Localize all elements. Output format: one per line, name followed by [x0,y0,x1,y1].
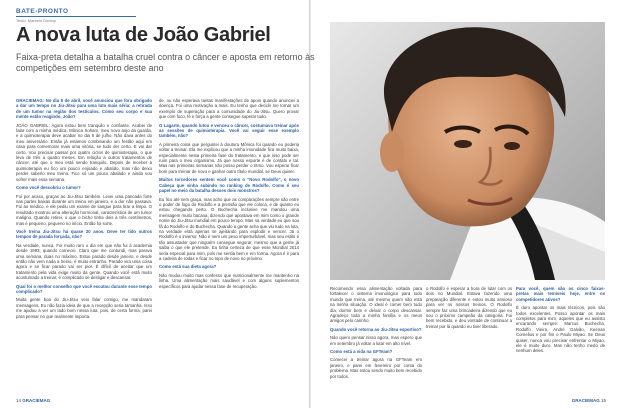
article-subtitle: Faixa-preta detalha a batalha cruel contra o câncer e aposta em retorno às competições em setembro deste ano [16,52,315,73]
text-column-1 [16,98,152,393]
page-folio-left [16,398,50,403]
section-label: BATE-PRONTO [16,8,69,15]
interview-question: Você treina Jiu-Jitsu há quase 20 anos. Deve ter tido outros tempos de parada forçada, não? [16,228,152,240]
interview-answer: Na verdade, nunca. Foi muito raro o dia em que não fui à academia desde 1993, quando comecei. Claro que me contundi, mas parava uma semana, duas no máximo. Estou parado desde janeiro, e desde então não vem nada a treino, é muito estranho. Parado vira uma coisa agora e se ficar parado vai ser pior. É difícil de aceitar que um tratamento pela vida exige muito da gente. Quando você está muito acostumado a treinar, é complicado se desligar e descansar. [16,242,152,281]
section-rule [16,16,136,17]
interview-question: GRACIEMAG: No dia 8 de abril, você anunciou que fora obrigado a dar um tempo no Jiu-Jitsu para uma luta mais séria: a retirada de um tumor na região dos testículos. Como seu corpo e sua mente estão reagindo, João? [16,98,152,120]
interview-answer: A primeira coisa que perguntei à doutora Mônica foi quando eu poderia voltar a treinar. Ela me explicou que a minha imunidade fica muito baixa, especialmente nesta primeira fase do tratamento, e que isso pode ser ruim para o meu organismo. Já que nosso esporte é de contato e tal. Mas nas primeiras semanas não posso perder o ritmo. Vou esperar ficar bom para treinar de novo e ganhar outro título mundial, se Deus quiser. [159,141,299,174]
interview-answer: Foi por acaso, graças ao Jiu-Jitsu também. Levei uma pancada forte nas partes baixas durante um treino em janeiro, e a dor não passava. Fui ao médico, e ele pediu um exame de sangue para tirar a limpo. O resultado mostrou uma alteração hormonal, característica de um tumor maligno. Quando retirei, o que o bicho tinha dois a três centímetros, mas é pequeno, pequeno no início. Então foi sorte. [16,193,152,226]
interview-answer: Comecei a treinar agora na GFTeam em janeiro, e parei em fevereiro por conta do problema. Mas estou sendo muito bem recebido por todos. [330,357,422,379]
interview-question: Qual foi o melhor conselho que você escutou durante esse tempo complicado? [16,283,152,294]
interview-answer: Eu fico até sem graça, mas acho que as comparações sempre são entre o poder de fogo do Rodolfo e a pressão que ele coloca, e de quanto eu estou chegando perto. O Buchecha inclusive me mandou uma mensagem muito bacana, dizendo que apostava em mim como o grande nome do Jiu-Jitsu mundial em pouco tempo. Mas na verdade eu que sou fã do Rodolfo e do Buchecha. Quando a gente acha que viu tudo na luta, na verdade está apenas se ajeitando para explodir e vencer. Já o Rodolfo é o inverso: Não é nem um peso imperturbável, mas seu estilo é tão assustador que ninguém consegue segurar, mesmo que a gente já saiba o que ele pretende. Eu tinha certeza de que esse Mundial 2014 seria especial para mim, pois me sentia bem e em forma. Agora é ir para a cadeira de rodas e ficar no topo de novo no próximo. [159,196,299,261]
text-column-5 [516,286,605,393]
text-column-2 [159,98,299,393]
interview-answer: o Rodolfo e esperar a hora de lutar com os dois no Mundial. Estava fazendo uma preparação diferente e estou muito ansioso para ver os nossos treinos. O Rodolfo sempre faz uma brincadeira dizendo que eu sou o próximo campeão da categoria. Fui bem recebido, e deu vontade de continuar a treinar por lá quando eu tiver liberado. [426,286,512,329]
interview-question: Como você descobriu o tumor? [16,185,81,191]
text-column-4 [426,286,512,393]
text-column-3 [330,286,422,393]
athlete-photo [330,22,605,280]
interview-question: Para você, quem são os cinco faixas-pretas mais temíveis hoje, entre os competidores ativos? [516,286,605,302]
page-number-right: 15 [600,398,606,403]
byline: Texto: Marcelo Dunlop [16,17,56,23]
interview-question: O Lagarto, quando lutou e venceu o câncer, costumava treinar após as sessões de quimioterapia. Você vai seguir esse exemplo também, não? [159,122,299,139]
interview-question: Como está sua dieta agora? [159,264,217,270]
interview-question: Como está a vida na GFTeam? [330,349,393,355]
interview-answer: Muita gente boa do Jiu-Jitsu veio falar comigo, me mandaram mensagens. Eu não fazia ideia de que a recepção seria tamanha. Isso me ajudou a ver um lado bom nessa luta, pois, de certa forma, parei para pensar no que realmente importa. [16,297,152,319]
interview-answer: JOÃO GABRIEL: Agora estou bem tranquilo e confiante. Acabei de falar com a minha médica, Mônica Soham, meu novo anjo da guarda, e a quimioterapia deve acabar no dia 8 de julho. Não dava antes do meu aniversário. Então já estamos combinando um festão aqui em casa para comemorar mais uma vitória, se tudo der certo. E vai dar certo. Vou precisar passar por quatro ciclos de quimioterapia, o que leva de três a quatro meses. Em relação a outros tratamentos de câncer, até que o meu está sendo tranquilo. Depois de receber a quimioterapia eu fico um pouco enjoado e abatido, mas não deixo perder saberlo meu treino. Fico só um pouco abalado e ainda vou sofrer mais essa semana. [16,122,152,182]
interview-answer: de, ou não esperava tantas manifestações de apoio quando anunciei a doença. Foi uma motivação a mais. Eu tenho que decidir me tornar um exemplo de superação para a comunidade do Jiu-Jitsu. Quero provar que com foco, fé e força a gente consegue superar tudo. [159,98,299,120]
interview-answer: Recomendo essa alimentação voltada para fortalecer o sistema imunológico para todo mundo que treina, até mesmo quem não está na minha situação. O ideal é comer bem todo dia, dormir bem e deixar o corpo descansar. Agradeço toda a minha família e os meus amigos pelo carinho. [330,286,422,324]
page-folio-right [572,398,606,403]
interview-answer: Não quero pensar nisso agora, mas espero que em setembro já voltar a lutar em alto nível. [330,335,422,346]
magazine-name-right: GRACIEMAG [571,398,600,403]
interview-question: Muitos torcedores sentem você como o "Novo Rodolfo", o novo Cabeça que vinha subindo no ranking de Rodolfo. Como é seu papel no meio da batalha desses dois monstros? [159,177,299,194]
page-number-left: 14 [16,398,22,403]
interview-answer: Não mudou muito mas confesso que nutricionalmente me mantenho na linha. Uma alimentação mais saudável e com alguns suplementos específicos para ajudar nessa fase de recuperação. [159,272,299,289]
article-title: A nova luta de João Gabriel [16,24,271,46]
interview-question: Quando você retorna ao Jiu-Jitsu esportivo? [330,326,422,332]
magazine-name-left: GRACIEMAG [22,398,51,403]
interview-answer: É duro apontar os mais técnicos, pois são todos excelentes. Posso apontar os mais completos para mim, aqueles que eu assisto encarando sempre: Marcus Buchecha, Rodolfo Vieira, André Galvão, Keenan Cornelius e por fim o Paulo Miyao. Se Deus quiser, nunca vou precisar enfrentar o Miyao, ele é muito duro. Mas não tenho medo de nenhum deles. [516,305,605,354]
